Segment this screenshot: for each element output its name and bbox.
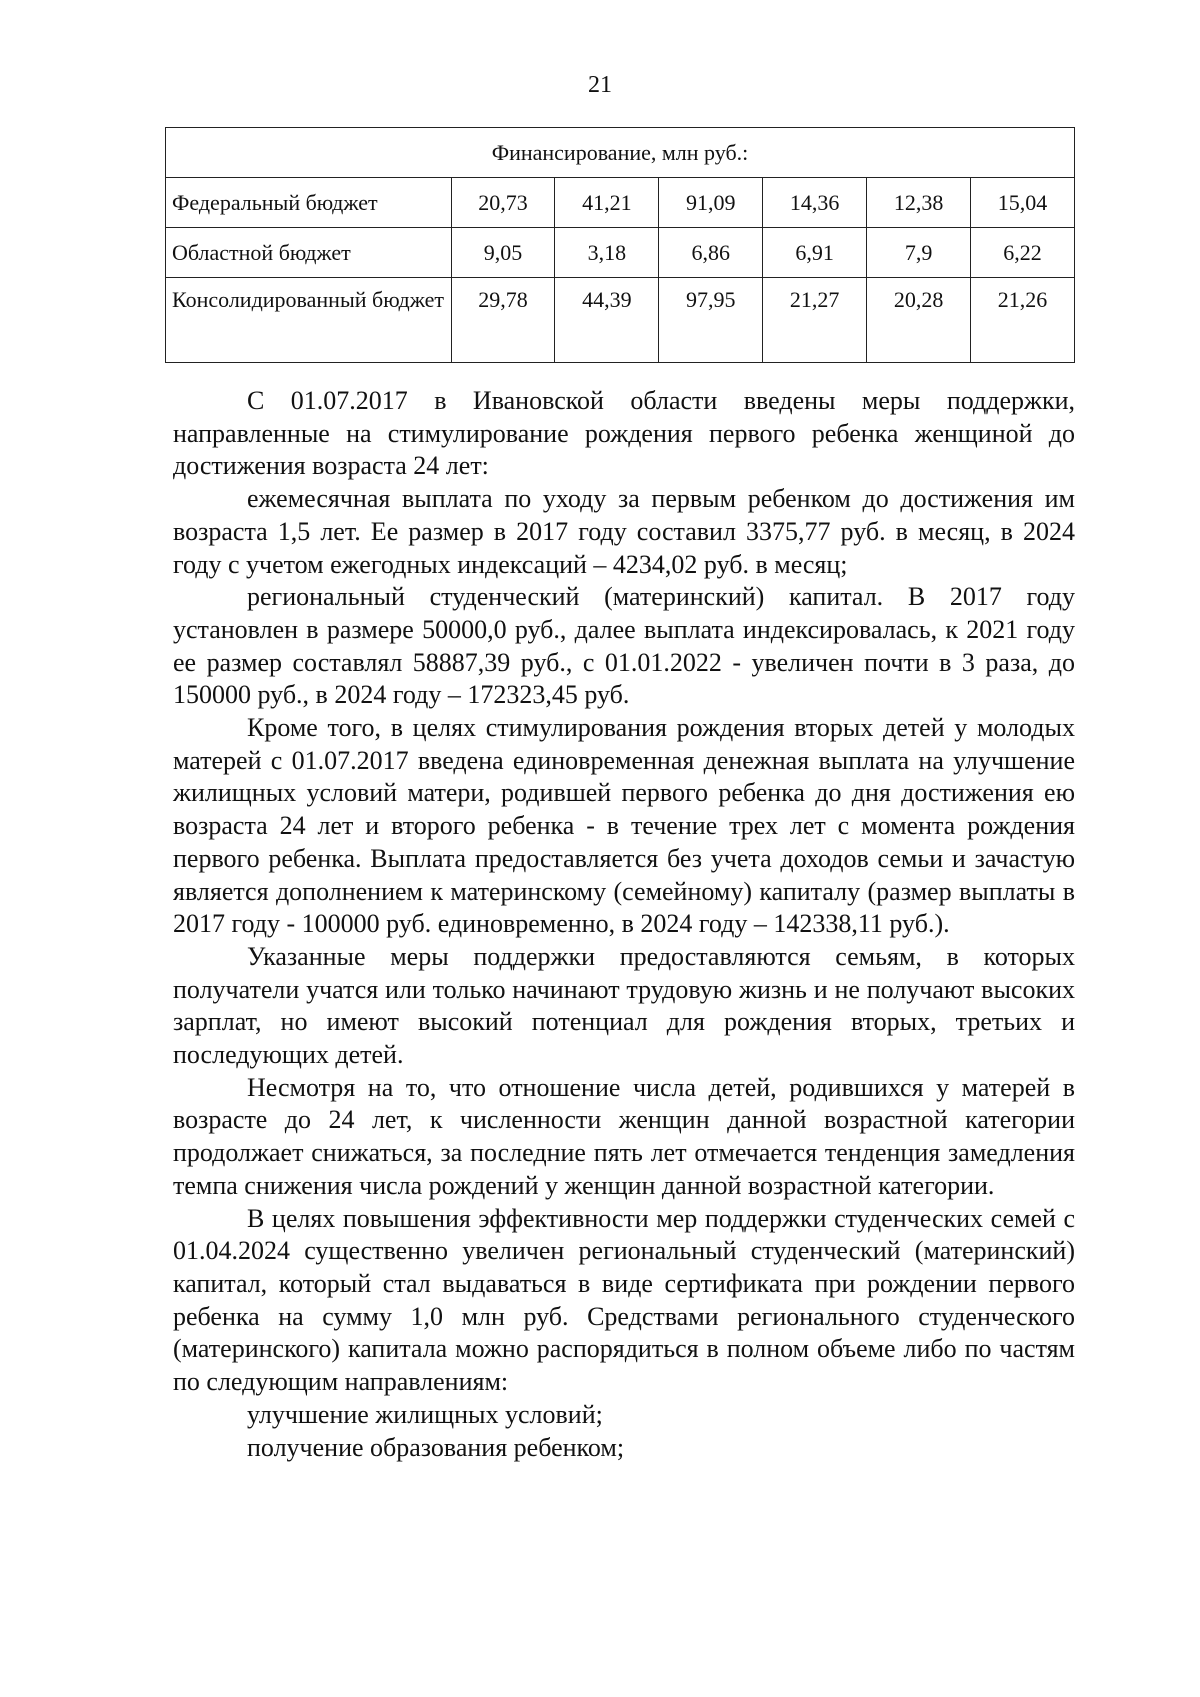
table-cell: 6,91	[763, 228, 867, 278]
row-label: Областной бюджет	[166, 228, 452, 278]
table-cell: 21,26	[971, 278, 1075, 363]
table-cell: 9,05	[451, 228, 555, 278]
table-cell: 44,39	[555, 278, 659, 363]
body-text	[173, 385, 1075, 1464]
table-header-cell: Финансирование, млн руб.:	[166, 128, 1075, 178]
table-cell: 29,78	[451, 278, 555, 363]
paragraph: Несмотря на то, что отношение числа детей, родившихся у матерей в возрасте до 24 лет, к численности женщин данной возрастной категории продолжает снижаться, за последние пять лет отмечается тенденция замедления темпа снижения числа рождений у женщин данной возрастной категории.	[173, 1072, 1075, 1200]
table-row	[166, 278, 1075, 363]
row-label: Консолидированный бюджет	[166, 278, 452, 363]
financing-table	[165, 127, 1075, 363]
table-cell: 97,95	[659, 278, 763, 363]
table-cell: 6,86	[659, 228, 763, 278]
paragraph: региональный студенческий (материнский) капитал. В 2017 году установлен в размере 50000,0 руб., далее выплата индексировалась, к 2021 году ее размер составлял 58887,39 руб., с 01.01.2022 - увеличен почти в 3 раза, до 150000 руб., в 2024 году – 172323,45 руб.	[173, 582, 1075, 710]
table-cell: 6,22	[971, 228, 1075, 278]
table-row	[166, 178, 1075, 228]
table-cell: 41,21	[555, 178, 659, 228]
table-cell: 15,04	[971, 178, 1075, 228]
table-row	[166, 228, 1075, 278]
page-number: 21	[588, 72, 612, 98]
paragraph: В целях повышения эффективности мер поддержки студенческих семей с 01.04.2024 существенно увеличен региональный студенческий (материнский) капитал, который стал выдаваться в виде сертификата при рождении первого ребенка на сумму 1,0 млн руб. Средствами регионального студенческого (материнского) капитала можно распорядиться в полном объеме либо по частям по следующим направлениям:	[173, 1203, 1075, 1397]
list-item: улучшение жилищных условий;	[247, 1399, 603, 1429]
paragraph: С 01.07.2017 в Ивановской области введены меры поддержки, направленные на стимулирование рождения первого ребенка женщиной до достижения возраста 24 лет:	[173, 386, 1075, 481]
paragraph: ежемесячная выплата по уходу за первым ребенком до достижения им возраста 1,5 лет. Ее размер в 2017 году составил 3375,77 руб. в месяц, в 2024 году с учетом ежегодных индексаций – 4234,02 руб. в месяц;	[173, 484, 1075, 579]
table-header-row	[166, 128, 1075, 178]
table-cell: 20,28	[867, 278, 971, 363]
row-label: Федеральный бюджет	[166, 178, 452, 228]
table-cell: 20,73	[451, 178, 555, 228]
table-cell: 14,36	[763, 178, 867, 228]
list-item: получение образования ребенком;	[247, 1432, 625, 1462]
table-cell: 12,38	[867, 178, 971, 228]
table-cell: 7,9	[867, 228, 971, 278]
paragraph: Кроме того, в целях стимулирования рождения вторых детей у молодых матерей с 01.07.2017 введена единовременная денежная выплата на улучшение жилищных условий матери, родившей первого ребенка до дня достижения ею возраста 24 лет и второго ребенка - в течение трех лет с момента рождения первого ребенка. Выплата предоставляется без учета доходов семьи и зачастую является дополнением к материнскому (семейному) капиталу (размер выплаты в 2017 году - 100000 руб. единовременно, в 2024 году – 142338,11 руб.).	[173, 713, 1075, 939]
table-cell: 3,18	[555, 228, 659, 278]
paragraph: Указанные меры поддержки предоставляются семьям, в которых получатели учатся или только начинают трудовую жизнь и не получают высоких зарплат, но имеют высокий потенциал для рождения вторых, третьих и последующих детей.	[173, 941, 1075, 1070]
table-cell: 21,27	[763, 278, 867, 363]
table-cell: 91,09	[659, 178, 763, 228]
